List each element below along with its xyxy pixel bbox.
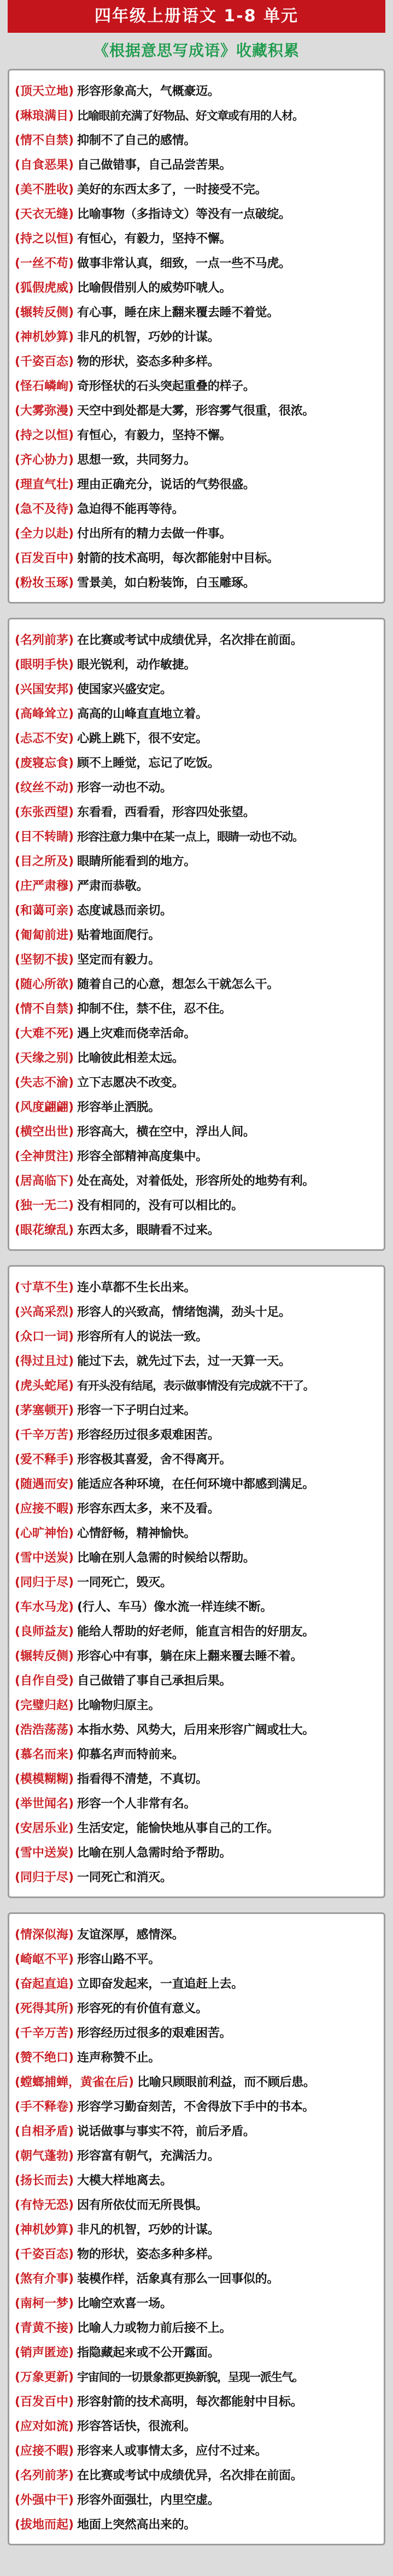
idiom-definition: 能给人帮助的好老师，能直言相告的好朋友。 <box>77 1625 315 1639</box>
idiom-term: (兴国安邦) <box>15 683 74 696</box>
idiom-term: (琳琅满目) <box>15 109 74 123</box>
idiom-definition: 装模作样，活象真有那么一回事似的。 <box>77 2272 279 2286</box>
idiom-definition: 形容死的有价值有意义。 <box>77 2002 208 2016</box>
idiom-definition: 指看得不清楚，不真切。 <box>77 1773 208 1786</box>
idiom-row <box>15 2217 378 2241</box>
idiom-term: (目不转睛) <box>15 830 74 844</box>
idiom-row <box>15 373 378 398</box>
idiom-term: (持之以恒) <box>15 429 74 442</box>
idiom-definition: 坚定而有毅力。 <box>77 953 161 967</box>
idiom-term: (南柯一梦) <box>15 2297 74 2311</box>
idiom-term: (一丝不苟) <box>15 257 74 270</box>
idiom-definition: 指隐藏起来或不公开露面。 <box>77 2346 220 2360</box>
idiom-row <box>15 1471 378 1496</box>
idiom-definition: 有心事，睡在床上翻来覆去睡不着觉。 <box>77 306 279 320</box>
idiom-term: (东张西望) <box>15 806 74 819</box>
idiom-term: (顶天立地) <box>15 85 74 98</box>
idiom-term: (辗转反侧) <box>15 306 74 320</box>
idiom-row <box>15 922 378 947</box>
idiom-definition: 有恒心，有毅力，坚持不懈。 <box>77 232 232 246</box>
idiom-row <box>15 201 378 226</box>
idiom-term: (全力以赴) <box>15 527 74 541</box>
idiom-row <box>15 570 378 594</box>
idiom-definition: 理由正确充分，说话的气势很盛。 <box>77 478 255 492</box>
idiom-definition: 高高的山峰直直地立着。 <box>77 707 208 721</box>
idiom-definition: 形容学习勤奋刻苦，不舍得放下手中的书本。 <box>77 2100 315 2114</box>
idiom-definition: 遇上灾难而侥幸活命。 <box>77 1027 196 1041</box>
idiom-row <box>15 2462 378 2487</box>
idiom-row <box>15 1143 378 1168</box>
idiom-term: (神机妙算) <box>15 330 74 344</box>
idiom-card <box>8 69 385 604</box>
idiom-definition: 形容极其喜爱，舍不得离开。 <box>77 1453 232 1467</box>
idiom-definition: 比喻空欢喜一场。 <box>77 2297 172 2311</box>
idiom-row <box>15 1217 378 1242</box>
idiom-term: (美不胜收) <box>15 183 74 197</box>
idiom-definition: 比喻假借别人的威势吓唬人。 <box>77 281 232 295</box>
idiom-term: (大雾弥漫) <box>15 404 74 418</box>
idiom-term: (独一无二) <box>15 1199 74 1213</box>
idiom-definition: 物的形状，姿态多种多样。 <box>77 2248 220 2261</box>
idiom-row <box>15 176 378 201</box>
idiom-row <box>15 1168 378 1192</box>
idiom-definition: 付出所有的精力去做一件事。 <box>77 527 232 541</box>
idiom-row <box>15 2241 378 2266</box>
idiom-term: (大难不死) <box>15 1027 74 1041</box>
idiom-definition: 形容注意力集中在某一点上，眼睛一动也不动。 <box>77 830 303 843</box>
idiom-definition: (行人、车马）像水流一样连续不断。 <box>77 1600 273 1614</box>
idiom-term: (怪石嶙峋) <box>15 380 74 393</box>
idiom-term: (千姿百态) <box>15 2248 74 2261</box>
idiom-term: (举世闻名) <box>15 1797 74 1811</box>
idiom-row <box>15 521 378 545</box>
idiom-row <box>15 2339 378 2364</box>
idiom-term: (居高临下) <box>15 1174 74 1188</box>
idiom-term: (寸草不生) <box>15 1281 74 1295</box>
idiom-definition: 急迫得不能再等待。 <box>77 503 184 516</box>
idiom-term: (得过且过) <box>15 1355 74 1368</box>
idiom-term: (千姿百态) <box>15 355 74 369</box>
idiom-row <box>15 447 378 471</box>
idiom-definition: 形容形象高大，气概豪迈。 <box>77 85 220 98</box>
idiom-row <box>15 127 378 152</box>
idiom-term: (眼花缭乱) <box>15 1224 74 1237</box>
idiom-definition: 形容经历过很多的艰难困苦。 <box>77 2026 232 2040</box>
idiom-term: (天缘之别) <box>15 1051 74 1065</box>
idiom-row <box>15 1864 378 1889</box>
idiom-definition: 心情舒畅，精神愉快。 <box>77 1527 196 1540</box>
idiom-definition: 能过下去，就先过下去，过一天算一天。 <box>77 1355 291 1368</box>
idiom-row <box>15 152 378 176</box>
idiom-definition: 一同死亡，毁灭。 <box>77 1576 172 1590</box>
idiom-definition: 连小草都不生长出来。 <box>77 1281 196 1295</box>
idiom-term: (应接不暇) <box>15 2444 74 2458</box>
idiom-definition: 东看看，西看看，形容四处张望。 <box>77 806 255 819</box>
idiom-row <box>15 1995 378 2020</box>
idiom-term: (手不释卷) <box>15 2100 74 2114</box>
idiom-definition: 奇形怪状的石头突起重叠的样子。 <box>77 380 255 393</box>
idiom-definition: 形容高大，横在空中，浮出人间。 <box>77 1125 255 1139</box>
idiom-row <box>15 78 378 103</box>
idiom-row <box>15 676 378 701</box>
idiom-row <box>15 1692 378 1717</box>
idiom-definition: 比喻在别人急需的时候给以帮助。 <box>77 1551 255 1565</box>
idiom-term: (粉妆玉琢) <box>15 576 74 590</box>
idiom-definition: 非凡的机智，巧妙的计谋。 <box>77 330 220 344</box>
idiom-term: (朝气蓬勃) <box>15 2149 74 2163</box>
idiom-definition: 处在高处，对着低处，形容所处的地势有利。 <box>77 1174 315 1188</box>
idiom-term: (神机妙算) <box>15 2223 74 2237</box>
idiom-row <box>15 1840 378 1864</box>
idiom-term: (天衣无缝) <box>15 208 74 221</box>
idiom-term: (自作自受) <box>15 1674 74 1688</box>
idiom-term: (情深似海) <box>15 1928 74 1942</box>
idiom-row <box>15 873 378 897</box>
idiom-row <box>15 1971 378 1995</box>
idiom-row <box>15 1791 378 1815</box>
idiom-row <box>15 1446 378 1471</box>
idiom-definition: 形容东西太多，来不及看。 <box>77 1502 220 1516</box>
idiom-definition: 东西太多，眼睛看不过来。 <box>77 1224 220 1237</box>
idiom-row <box>15 2069 378 2094</box>
idiom-definition: 地面上突然高出来的。 <box>77 2518 196 2532</box>
idiom-term: (辗转反侧) <box>15 1650 74 1663</box>
idiom-definition: 形容全部精神高度集中。 <box>77 1150 208 1163</box>
idiom-row <box>15 897 378 922</box>
idiom-term: (横空出世) <box>15 1125 74 1139</box>
idiom-row <box>15 947 378 971</box>
idiom-term: (同归于尽) <box>15 1576 74 1590</box>
idiom-definition: 形容心中有事，躺在床上翻来覆去睡不着。 <box>77 1650 303 1663</box>
idiom-term: (模模糊糊) <box>15 1773 74 1786</box>
idiom-card <box>8 1912 385 2545</box>
idiom-definition: 射箭的技术高明，每次都能射中目标。 <box>77 552 279 565</box>
idiom-row <box>15 725 378 750</box>
idiom-row <box>15 324 378 348</box>
idiom-term: (应接不暇) <box>15 1502 74 1516</box>
idiom-term: (煞有介事) <box>15 2272 74 2286</box>
idiom-definition: 抑制不了自己的感情。 <box>77 134 196 147</box>
idiom-term: (风度翩翩) <box>15 1101 74 1114</box>
idiom-term: (安居乐业) <box>15 1822 74 1835</box>
idiom-term: (螳螂捕蝉，黄雀在后) <box>15 2076 134 2089</box>
idiom-term: (爱不释手) <box>15 1453 74 1467</box>
idiom-definition: 形容答话快，很流利。 <box>77 2420 196 2433</box>
idiom-row <box>15 1045 378 1070</box>
idiom-definition: 天空中到处都是大雾，形容雾气很重，很浓。 <box>77 404 315 418</box>
idiom-row <box>15 1815 378 1840</box>
idiom-row <box>15 2118 378 2143</box>
idiom-row <box>15 348 378 373</box>
idiom-term: (随心所欲) <box>15 978 74 991</box>
idiom-term: (名列前茅) <box>15 2469 74 2483</box>
idiom-row <box>15 2266 378 2290</box>
idiom-term: (和蔼可亲) <box>15 904 74 918</box>
idiom-definition: 自己做错了事自己承担后果。 <box>77 1674 232 1688</box>
idiom-term: (全神贯注) <box>15 1150 74 1163</box>
idiom-row <box>15 1422 378 1446</box>
idiom-row <box>15 1520 378 1545</box>
idiom-card <box>8 618 385 1251</box>
idiom-row <box>15 1373 378 1397</box>
idiom-row <box>15 652 378 676</box>
idiom-row <box>15 2512 378 2536</box>
idiom-card <box>8 1265 385 1898</box>
idiom-definition: 形容射箭的技术高明，每次都能射中目标。 <box>77 2395 303 2409</box>
idiom-term: (同归于尽) <box>15 1871 74 1884</box>
idiom-row <box>15 848 378 873</box>
idiom-row <box>15 750 378 775</box>
idiom-row <box>15 471 378 496</box>
idiom-definition: 有开头没有结尾，表示做事情没有完成就不干了。 <box>77 1379 314 1392</box>
idiom-term: (死得其所) <box>15 2002 74 2016</box>
idiom-definition: 说话做事与事实不符，前后矛盾。 <box>77 2125 255 2138</box>
idiom-definition: 非凡的机智，巧妙的计谋。 <box>77 2223 220 2237</box>
idiom-term: (众口一词) <box>15 1330 74 1344</box>
idiom-definition: 形容富有朝气，充满活力。 <box>77 2149 220 2163</box>
idiom-term: (百发百中) <box>15 2395 74 2409</box>
idiom-term: (外强中干) <box>15 2494 74 2507</box>
idiom-row <box>15 1766 378 1791</box>
idiom-row <box>15 996 378 1020</box>
idiom-row <box>15 1496 378 1520</box>
idiom-definition: 在比赛或考试中成绩优异，名次排在前面。 <box>77 2469 303 2483</box>
idiom-term: (青黄不接) <box>15 2321 74 2335</box>
idiom-row <box>15 496 378 521</box>
idiom-row <box>15 2094 378 2118</box>
idiom-row <box>15 2167 378 2192</box>
idiom-row <box>15 422 378 447</box>
idiom-definition: 态度诚恳而亲切。 <box>77 904 172 918</box>
idiom-row <box>15 2315 378 2339</box>
idiom-term: (千辛万苦) <box>15 2026 74 2040</box>
idiom-definition: 形容外面强壮，内里空虚。 <box>77 2494 220 2507</box>
idiom-row <box>15 824 378 848</box>
idiom-row <box>15 226 378 250</box>
idiom-row <box>15 1299 378 1324</box>
idiom-term: (虎头蛇尾) <box>15 1379 74 1393</box>
idiom-definition: 比喻人力或物力前后接不上。 <box>77 2321 232 2335</box>
idiom-row <box>15 1545 378 1569</box>
idiom-term: (狐假虎威) <box>15 281 74 295</box>
idiom-row <box>15 1020 378 1045</box>
idiom-definition: 使国家兴盛安定。 <box>77 683 172 696</box>
idiom-definition: 比喻彼此相差太远。 <box>77 1051 184 1065</box>
idiom-row <box>15 1274 378 1299</box>
idiom-definition: 心跳上跳下，很不安定。 <box>77 732 208 746</box>
idiom-term: (应对如流) <box>15 2420 74 2433</box>
idiom-term: (奋起直追) <box>15 1977 74 1991</box>
idiom-row <box>15 2364 378 2389</box>
idiom-term: (百发百中) <box>15 552 74 565</box>
idiom-row <box>15 1741 378 1766</box>
idiom-definition: 眼光锐利，动作敏捷。 <box>77 658 196 672</box>
idiom-term: (忐忑不安) <box>15 732 74 746</box>
idiom-term: (自相矛盾) <box>15 2125 74 2138</box>
idiom-term: (持之以恒) <box>15 232 74 246</box>
idiom-definition: 眼睛所能看到的地方。 <box>77 855 196 868</box>
idiom-definition: 比喻眼前充满了好物品、好文章或有用的人材。 <box>77 109 303 122</box>
idiom-term: (完璧归赵) <box>15 1699 74 1712</box>
page-title: 四年级上册语文 1-8 单元 <box>8 0 385 33</box>
idiom-term: (情不自禁) <box>15 134 74 147</box>
idiom-row <box>15 275 378 299</box>
idiom-row <box>15 103 378 127</box>
idiom-row <box>15 2020 378 2045</box>
idiom-row <box>15 398 378 422</box>
idiom-row <box>15 1348 378 1373</box>
idiom-definition: 形容来人或事情太多，应付不过来。 <box>77 2444 267 2458</box>
idiom-row <box>15 627 378 652</box>
idiom-definition: 形容举止洒脱。 <box>77 1101 161 1114</box>
idiom-row <box>15 971 378 996</box>
idiom-sections <box>8 69 385 2545</box>
idiom-definition: 抑制不住，禁不住，忍不住。 <box>77 1002 232 1016</box>
idiom-definition: 物的形状，姿态多种多样。 <box>77 355 220 369</box>
idiom-term: (兴高采烈) <box>15 1305 74 1319</box>
idiom-definition: 贴着地面爬行。 <box>77 929 161 942</box>
idiom-term: (纹丝不动) <box>15 781 74 795</box>
idiom-definition: 雪景美，如白粉装饰，白玉雕琢。 <box>77 576 255 590</box>
idiom-row <box>15 1094 378 1119</box>
idiom-definition: 自己做错事，自己品尝苦果。 <box>77 158 232 172</box>
idiom-definition: 顾不上睡觉，忘记了吃饭。 <box>77 757 220 770</box>
idiom-row <box>15 701 378 725</box>
idiom-term: (扬长而去) <box>15 2174 74 2188</box>
idiom-row <box>15 1668 378 1692</box>
idiom-row <box>15 2438 378 2462</box>
idiom-row <box>15 775 378 799</box>
idiom-term: (庄严肃穆) <box>15 879 74 893</box>
idiom-definition: 随着自己的心意，想怎么干就怎么干。 <box>77 978 279 991</box>
page-subtitle: 《根据意思写成语》收藏积累 <box>93 42 300 60</box>
idiom-definition: 形容一个人非常有名。 <box>77 1797 196 1811</box>
idiom-term: (匍匐前进) <box>15 929 74 942</box>
idiom-term: (销声匿迹) <box>15 2346 74 2360</box>
idiom-definition: 生活安定，能愉快地从事自己的工作。 <box>77 1822 279 1835</box>
idiom-term: (良师益友) <box>15 1625 74 1639</box>
idiom-definition: 美好的东西太多了，一时接受不完。 <box>77 183 267 197</box>
idiom-definition: 形容一动也不动。 <box>77 781 172 795</box>
idiom-definition: 严肃而恭敬。 <box>77 879 149 893</box>
idiom-term: (崎岖不平) <box>15 1953 74 1966</box>
idiom-row <box>15 2413 378 2438</box>
idiom-term: (眼明手快) <box>15 658 74 672</box>
idiom-term: (自食恶果) <box>15 158 74 172</box>
idiom-row <box>15 2290 378 2315</box>
idiom-definition: 没有相同的，没有可以相比的。 <box>77 1199 243 1213</box>
idiom-row <box>15 1618 378 1643</box>
idiom-row <box>15 2192 378 2217</box>
idiom-term: (车水马龙) <box>15 1600 74 1614</box>
idiom-term: (齐心协力) <box>15 453 74 467</box>
idiom-term: (失志不渝) <box>15 1076 74 1090</box>
idiom-definition: 友谊深厚，感情深。 <box>77 1928 184 1942</box>
idiom-definition: 思想一致，共同努力。 <box>77 453 196 467</box>
idiom-term: (千辛万苦) <box>15 1428 74 1442</box>
idiom-row <box>15 545 378 570</box>
idiom-term: (高峰耸立) <box>15 707 74 721</box>
idiom-definition: 立下志愿决不改变。 <box>77 1076 184 1090</box>
idiom-row <box>15 250 378 275</box>
idiom-row <box>15 1324 378 1348</box>
idiom-row <box>15 2045 378 2069</box>
idiom-term: (浩浩荡荡) <box>15 1723 74 1737</box>
idiom-definition: 形容所有人的说法一致。 <box>77 1330 208 1344</box>
idiom-definition: 立即奋发起来，一直追赶上去。 <box>77 1977 243 1991</box>
idiom-term: (目之所及) <box>15 855 74 868</box>
idiom-row <box>15 1594 378 1618</box>
idiom-definition: 有恒心，有毅力，坚持不懈。 <box>77 429 232 442</box>
idiom-row <box>15 1569 378 1594</box>
idiom-term: (急不及待) <box>15 503 74 516</box>
idiom-term: (雪中送炭) <box>15 1551 74 1565</box>
idiom-term: (有恃无恐) <box>15 2199 74 2212</box>
idiom-definition: 形容经历过很多艰难困苦。 <box>77 1428 220 1442</box>
idiom-definition: 能适应各种环境，在任何环境中都感到满足。 <box>77 1478 315 1491</box>
idiom-definition: 本指水势、风势大，后用来形容广阔或壮大。 <box>77 1723 315 1737</box>
idiom-definition: 形容山路不平。 <box>77 1953 161 1966</box>
idiom-definition: 仰慕名声而特前来。 <box>77 1748 184 1762</box>
idiom-definition: 比喻物归原主。 <box>77 1699 161 1712</box>
idiom-definition: 宇宙间的一切景象都更换新貌，呈现一派生气。 <box>77 2370 303 2384</box>
idiom-term: (理直气壮) <box>15 478 74 492</box>
idiom-definition: 比喻只顾眼前利益，而不顾后患。 <box>137 2076 315 2089</box>
idiom-term: (茅塞顿开) <box>15 1404 74 1417</box>
idiom-row <box>15 1643 378 1668</box>
idiom-row <box>15 2143 378 2167</box>
idiom-term: (废寝忘食) <box>15 757 74 770</box>
idiom-term: (随遇而安) <box>15 1478 74 1491</box>
idiom-row <box>15 2389 378 2413</box>
idiom-term: (雪中送炭) <box>15 1846 74 1860</box>
idiom-term: (情不自禁) <box>15 1002 74 1016</box>
idiom-definition: 形容一下子明白过来。 <box>77 1404 196 1417</box>
idiom-definition: 在比赛或考试中成绩优异，名次排在前面。 <box>77 634 303 647</box>
idiom-definition: 形容人的兴致高，情绪饱满，劲头十足。 <box>77 1305 291 1319</box>
idiom-row <box>15 2487 378 2512</box>
idiom-row <box>15 799 378 824</box>
idiom-term: (万象更新) <box>15 2371 74 2384</box>
idiom-term: (名列前茅) <box>15 634 74 647</box>
idiom-row <box>15 1922 378 1946</box>
idiom-term: (赞不绝口) <box>15 2051 74 2065</box>
idiom-term: (慕名而来) <box>15 1748 74 1762</box>
idiom-row <box>15 1119 378 1143</box>
idiom-term: (拔地而起) <box>15 2518 74 2532</box>
idiom-term: (心旷神怡) <box>15 1527 74 1540</box>
idiom-row <box>15 1397 378 1422</box>
idiom-definition: 一同死亡和消灭。 <box>77 1871 172 1884</box>
idiom-row <box>15 299 378 324</box>
idiom-definition: 比喻在别人急需时给予帮助。 <box>77 1846 232 1860</box>
idiom-row <box>15 1070 378 1094</box>
idiom-definition: 连声称赞不止。 <box>77 2051 161 2065</box>
idiom-row <box>15 1192 378 1217</box>
idiom-definition: 因有所依仗而无所畏惧。 <box>77 2199 208 2212</box>
idiom-row <box>15 1717 378 1741</box>
idiom-definition: 做事非常认真，细致，一点一些不马虎。 <box>77 257 291 270</box>
idiom-term: (坚韧不拔) <box>15 953 74 967</box>
idiom-definition: 比喻事物（多指诗文）等没有一点破绽。 <box>77 208 291 221</box>
idiom-definition: 大模大样地离去。 <box>77 2174 172 2188</box>
idiom-row <box>15 1946 378 1971</box>
